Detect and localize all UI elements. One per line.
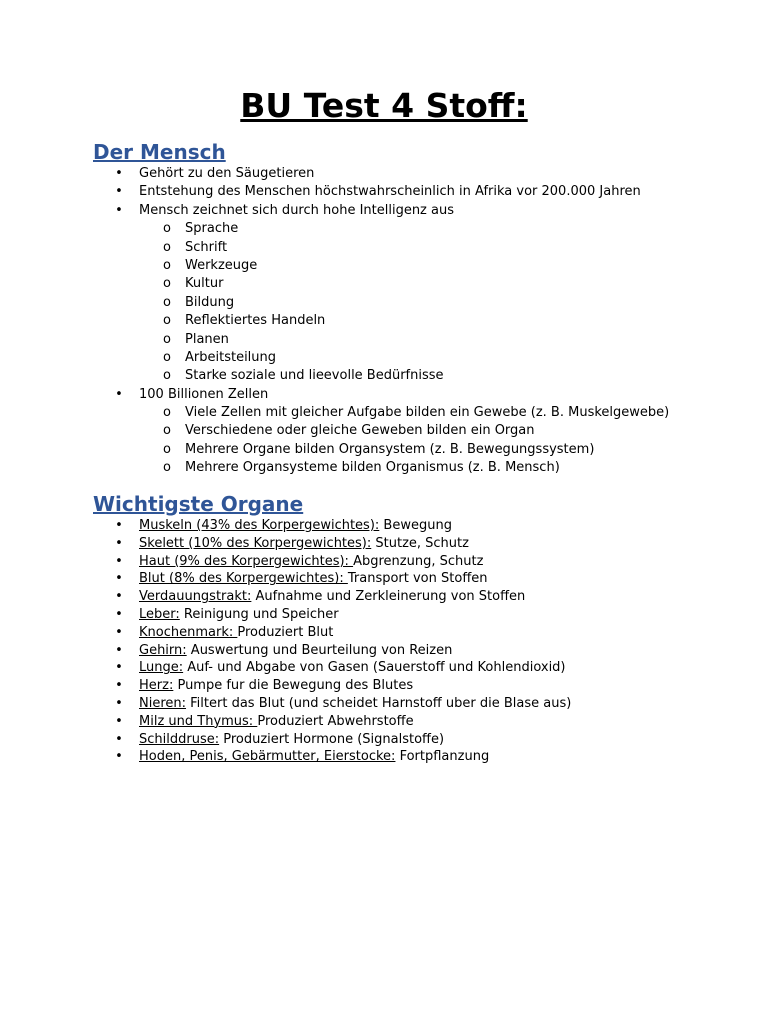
- organ-description: Produziert Abwehrstoffe: [257, 713, 414, 729]
- bullet-icon: •: [115, 695, 123, 711]
- sub-list-item-text: Werkzeuge: [185, 257, 258, 273]
- organ-description: Auswertung und Beurteilung von Reizen: [186, 642, 453, 658]
- organ-description: Auf- und Abgabe von Gasen (Sauerstoff und Kohlendioxid): [183, 660, 566, 676]
- bullet-icon: •: [115, 749, 123, 765]
- list-item-text: Mensch zeichnet sich durch hohe Intelligenz aus: [139, 202, 454, 218]
- organ-description: Stutze, Schutz: [371, 535, 469, 551]
- organ-label: Herz:: [139, 678, 174, 694]
- sub-list-item: [0, 459, 768, 477]
- organ-description: Transport von Stoffen: [347, 571, 488, 587]
- circle-bullet-icon: o: [163, 460, 171, 476]
- organ-description: Reinigung und Speicher: [179, 606, 339, 622]
- sub-list-item-text: Sprache: [185, 221, 239, 237]
- organ-item: [0, 695, 768, 713]
- sub-list-item: [0, 422, 768, 440]
- organ-item: [0, 748, 768, 766]
- organ-item: [0, 588, 768, 606]
- bullet-icon: •: [115, 571, 123, 587]
- organ-item: [0, 731, 768, 749]
- organ-item: [0, 659, 768, 677]
- organ-item: [0, 713, 768, 731]
- organe-list: [0, 517, 768, 766]
- sub-list-item: [0, 312, 768, 330]
- list-item: [0, 386, 768, 404]
- circle-bullet-icon: o: [163, 239, 171, 255]
- bullet-icon: •: [115, 386, 123, 402]
- organ-description: Bewegung: [379, 518, 452, 533]
- sub-list-item-text: Viele Zellen mit gleicher Aufgabe bilden ein Gewebe (z. B. Muskelgewebe): [185, 405, 670, 421]
- organ-description: Produziert Blut: [237, 624, 334, 640]
- sub-list-item-text: Mehrere Organsysteme bilden Organismus (z. B. Mensch): [185, 460, 560, 476]
- bullet-icon: •: [115, 731, 123, 747]
- organ-description: Fortpflanzung: [395, 749, 490, 765]
- organ-label: Haut (9% des Korpergewichtes):: [139, 553, 354, 569]
- bullet-icon: •: [115, 553, 123, 569]
- organ-item: [0, 535, 768, 553]
- bullet-icon: •: [115, 535, 123, 551]
- circle-bullet-icon: o: [163, 294, 171, 310]
- organ-label: Skelett (10% des Korpergewichtes):: [139, 535, 372, 551]
- circle-bullet-icon: o: [163, 349, 171, 365]
- section-heading-der-mensch: Der Mensch: [93, 140, 226, 164]
- circle-bullet-icon: o: [163, 423, 171, 439]
- list-item: [0, 165, 768, 183]
- bullet-icon: •: [115, 660, 123, 676]
- bullet-icon: •: [115, 166, 123, 181]
- list-item-text: Gehört zu den Säugetieren: [139, 166, 315, 181]
- sub-list-item: [0, 239, 768, 257]
- circle-bullet-icon: o: [163, 368, 171, 384]
- bullet-icon: •: [115, 202, 123, 218]
- organ-description: Aufnahme und Zerkleinerung von Stoffen: [251, 589, 526, 605]
- organ-item: [0, 517, 768, 535]
- sub-list-item: [0, 441, 768, 459]
- organ-item: [0, 606, 768, 624]
- organ-label: Gehirn:: [139, 642, 187, 658]
- list-item: [0, 202, 768, 220]
- sub-list-item-text: Arbeitsteilung: [185, 349, 277, 365]
- sub-list-item: [0, 349, 768, 367]
- bullet-icon: •: [115, 642, 123, 658]
- list-item: [0, 183, 768, 201]
- bullet-icon: •: [115, 184, 123, 200]
- sub-list-item-text: Kultur: [185, 276, 224, 292]
- organ-label: Nieren:: [139, 695, 187, 711]
- circle-bullet-icon: o: [163, 313, 171, 329]
- organ-description: Filtert das Blut (und scheidet Harnstoff uber die Blase aus): [186, 695, 572, 711]
- organ-item: [0, 642, 768, 660]
- organ-description: Pumpe fur die Bewegung des Blutes: [173, 678, 414, 694]
- bullet-icon: •: [115, 624, 123, 640]
- organ-label: Hoden, Penis, Gebärmutter, Eierstocke:: [139, 749, 396, 765]
- sub-list-item-text: Mehrere Organe bilden Organsystem (z. B. Bewegungssystem): [185, 441, 595, 457]
- sub-list-item-text: Schrift: [185, 239, 228, 255]
- organ-label: Knochenmark:: [139, 624, 238, 640]
- organ-label: Muskeln (43% des Korpergewichtes):: [139, 518, 380, 533]
- organ-label: Blut (8% des Korpergewichtes):: [139, 571, 348, 587]
- circle-bullet-icon: o: [163, 276, 171, 292]
- list-item-text: Entstehung des Menschen höchstwahrscheinlich in Afrika vor 200.000 Jahren: [139, 184, 641, 200]
- organ-label: Lunge:: [139, 660, 184, 676]
- organ-label: Verdauungstrakt:: [139, 589, 252, 605]
- sub-list-item: [0, 275, 768, 293]
- circle-bullet-icon: o: [163, 331, 171, 347]
- sub-list-item: [0, 331, 768, 349]
- bullet-icon: •: [115, 518, 123, 533]
- circle-bullet-icon: o: [163, 441, 171, 457]
- page-title: [0, 84, 768, 128]
- circle-bullet-icon: o: [163, 405, 171, 421]
- list-item-text: 100 Billionen Zellen: [139, 386, 269, 402]
- sub-list-item-text: Planen: [185, 331, 229, 347]
- sub-list-item-text: Reflektiertes Handeln: [185, 313, 326, 329]
- organ-description: Produziert Hormone (Signalstoffe): [219, 731, 445, 747]
- der-mensch-list: [0, 165, 768, 478]
- organ-item: [0, 624, 768, 642]
- organ-item: [0, 570, 768, 588]
- organ-item: [0, 553, 768, 571]
- sub-list-item-text: Verschiedene oder gleiche Geweben bilden ein Organ: [185, 423, 535, 439]
- sub-list-item-text: Bildung: [185, 294, 235, 310]
- sub-list-item: [0, 257, 768, 275]
- section-heading-wichtigste-organe: Wichtigste Organe: [93, 492, 304, 516]
- bullet-icon: •: [115, 589, 123, 605]
- organ-item: [0, 677, 768, 695]
- bullet-icon: •: [115, 713, 123, 729]
- sub-list-item: [0, 404, 768, 422]
- bullet-icon: •: [115, 678, 123, 694]
- circle-bullet-icon: o: [163, 257, 171, 273]
- bullet-icon: •: [115, 606, 123, 622]
- sub-list-item: [0, 367, 768, 385]
- sub-list-item: [0, 294, 768, 312]
- sub-list-item: [0, 220, 768, 238]
- page-title-text: BU Test 4 Stoff:: [240, 86, 528, 125]
- organ-label: Schilddruse:: [139, 731, 220, 747]
- organ-label: Leber:: [139, 606, 180, 622]
- sub-list-item-text: Starke soziale und lieevolle Bedürfnisse: [185, 368, 444, 384]
- organ-description: Abgrenzung, Schutz: [353, 553, 484, 569]
- organ-label: Milz und Thymus:: [139, 713, 258, 729]
- circle-bullet-icon: o: [163, 221, 171, 237]
